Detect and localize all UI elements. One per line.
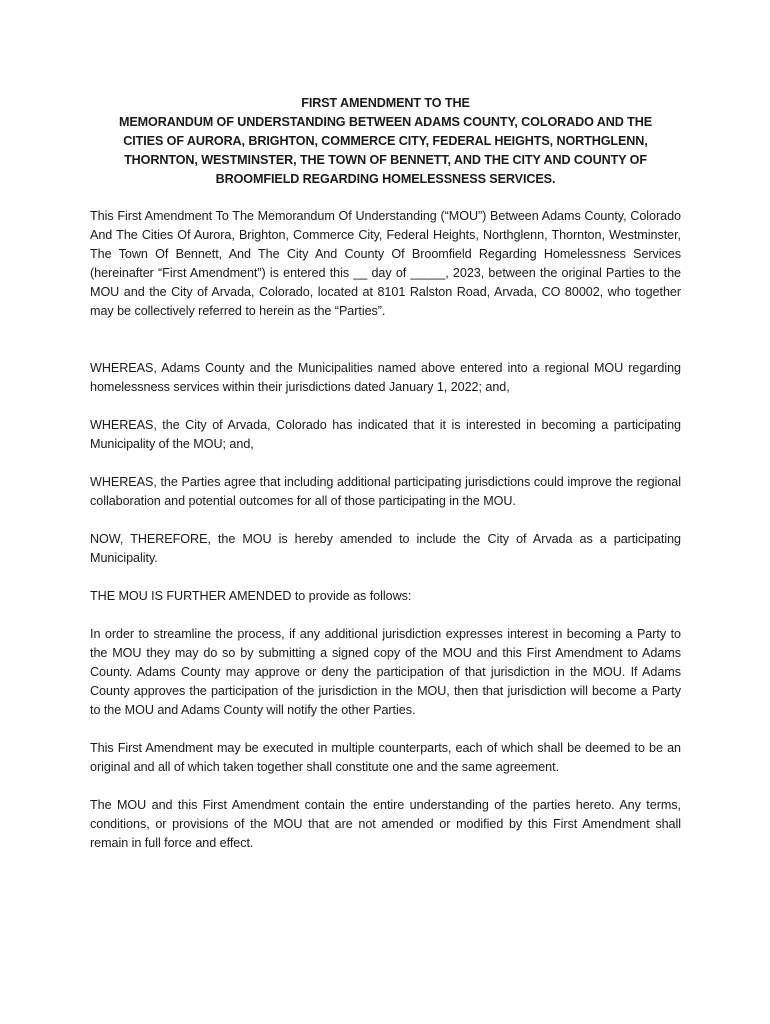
document-body [90,94,681,853]
title-line: THORNTON, WESTMINSTER, THE TOWN OF BENNETT, AND THE CITY AND COUNTY OF [124,153,647,167]
further-amended-paragraph: THE MOU IS FURTHER AMENDED to provide as follows: [90,589,412,603]
whereas-paragraph-2: WHEREAS, the City of Arvada, Colorado has indicated that it is interested in becoming a participating Municipality of the MOU; and, [90,418,681,451]
now-therefore-paragraph: NOW, THEREFORE, the MOU is hereby amended to include the City of Arvada as a participating Municipality. [90,532,681,565]
document-title [90,94,681,189]
entire-understanding-paragraph: The MOU and this First Amendment contain the entire understanding of the parties hereto. Any terms, conditions, or provisions of the MOU that are not amended or modified by this First Amendment shall remain in full force and effect. [90,798,681,850]
title-line: MEMORANDUM OF UNDERSTANDING BETWEEN ADAMS COUNTY, COLORADO AND THE [118,115,653,129]
title-line: CITIES OF AURORA, BRIGHTON, COMMERCE CITY, FEDERAL HEIGHTS, NORTHGLENN, [123,134,648,148]
streamline-paragraph: In order to streamline the process, if any additional jurisdiction expresses interest in becoming a Party to the MOU they may do so by submitting a signed copy of the MOU and this First Amendment to Adams County. Adams County may approve or deny the participation of that jurisdiction in the MOU. If Adams County approves the participation of the jurisdiction in the MOU, then that jurisdiction will become a Party to the MOU and Adams County will notify the other Parties. [90,627,681,717]
whereas-paragraph-3: WHEREAS, the Parties agree that including additional participating jurisdictions could improve the regional collaboration and potential outcomes for all of those participating in the MOU. [90,475,681,508]
title-line: BROOMFIELD REGARDING HOMELESSNESS SERVICES. [215,172,556,186]
counterparts-paragraph: This First Amendment may be executed in multiple counterparts, each of which shall be deemed to be an original and all of which taken together shall constitute one and the same agreement. [90,741,681,774]
title-line: FIRST AMENDMENT TO THE [301,96,470,110]
intro-paragraph: This First Amendment To The Memorandum Of Understanding (“MOU”) Between Adams County, Colorado And The Cities Of Aurora, Brighton, Commerce City, Federal Heights, Northglenn, Thornton, Westminster, The Town Of Bennett, And The City And County Of Broomfield Regarding Homelessness Services (hereinafter “First Amendment”) is entered this __ day of _____, 2023, between the original Parties to the MOU and the City of Arvada, Colorado, located at 8101 Ralston Road, Arvada, CO 80002, who together may be collectively referred to herein as the “Parties”. [90,209,681,318]
whereas-paragraph-1: WHEREAS, Adams County and the Municipalities named above entered into a regional MOU regarding homelessness services within their jurisdictions dated January 1, 2022; and, [90,361,681,394]
